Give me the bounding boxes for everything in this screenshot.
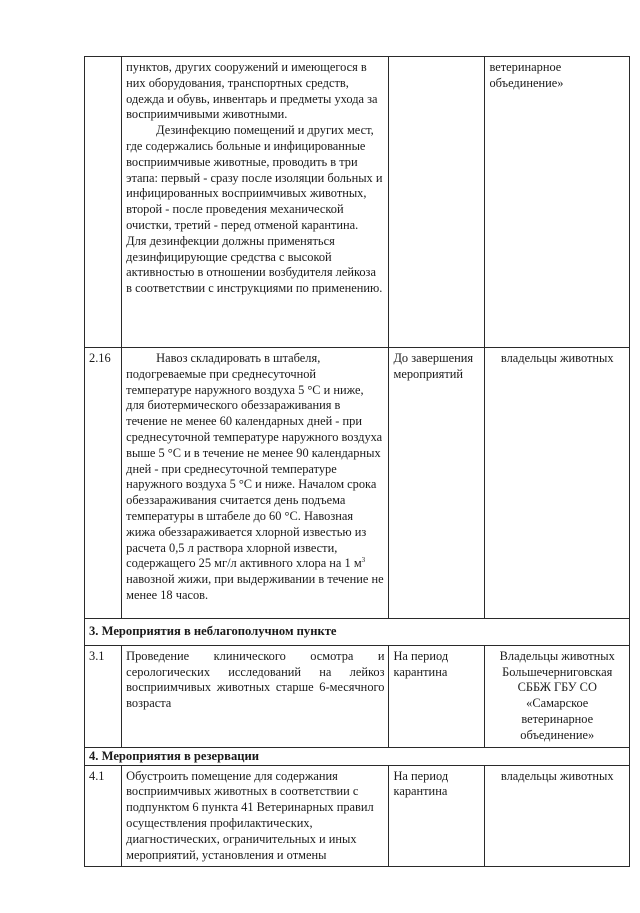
table-row: [85, 57, 630, 348]
row-number: [85, 57, 122, 348]
measure-responsible: владельцы животных: [485, 348, 630, 619]
section-title: 4. Мероприятия в резервации: [85, 747, 630, 765]
measure-description: [122, 348, 389, 619]
row-number: 4.1: [85, 765, 122, 867]
description-text-end: навозной жижи, при выдерживании в течение не менее 18 часов.: [126, 572, 384, 602]
description-paragraph: [126, 351, 384, 604]
measure-responsible: владельцы животных: [485, 765, 630, 867]
measure-responsible: Владельцы животных Большечерниговская СББЖ ГБУ СО «Самарское ветеринарное объединение»: [485, 645, 630, 747]
row-number: 2.16: [85, 348, 122, 619]
superscript-cube: 3: [361, 556, 366, 565]
section-header-row: [85, 747, 630, 765]
measures-table: [84, 56, 630, 867]
measure-term: На период карантина: [389, 765, 485, 867]
description-paragraph: Дезинфекцию помещений и других мест, где содержались больные и инфицированные восприимчивые животные, проводить в три этапа: первый - сразу после изоляции больных и инфицированных восприимчивых животных, второй - после проведения механической очистки, третий - перед отменой карантина.: [126, 123, 383, 232]
measure-term: [389, 57, 485, 348]
measure-description: Обустроить помещение для содержания восприимчивых животных в соответствии с подпунктом 6 пункта 41 Ветеринарных правил осуществления профилактических, диагностических, ограничительных и иных мероприятий, установления и отмены: [122, 765, 389, 867]
description-text: Навоз складировать в штабеля, подогреваемые при среднесуточной температуре наружного воздуха 5 °С и ниже, для биотермического обеззараживания в течение не менее 60 календарных дней - при среднесуточной температуре наружного воздуха выше 5 °С и в течение не менее 90 календарных дней - при среднесуточной температуре наружного воздуха 5 °С и ниже. Началом срока обеззараживания считается день подъема температуры в штабеле до 60 °С. Навозная жижа обеззараживается хлорной известью из расчета 0,5 л раствора хлорной извести, содержащего 25 мг/л активного хлора на 1 м: [126, 351, 383, 571]
table-row: [85, 765, 630, 867]
measure-description: Проведение клинического осмотра и серологических исследований на лейкоз восприимчивых животных старше 6-месячного возраста: [122, 645, 389, 747]
table-row: [85, 645, 630, 747]
description-paragraph: пунктов, других сооружений и имеющегося в них оборудования, транспортных средств, одежда и обувь, инвентарь и предметы ухода за восприимчивыми животными.: [126, 60, 378, 122]
table-row: [85, 348, 630, 619]
description-paragraph: Для дезинфекции должны применяться дезинфицирующие средства с высокой активностью в отношении возбудителя лейкоза в соответствии с инструкциями по применению.: [126, 233, 383, 296]
measure-description: [122, 57, 389, 348]
measure-responsible: ветеринарное объединение»: [485, 57, 630, 348]
row-number: 3.1: [85, 645, 122, 747]
measure-term: До завершения мероприятий: [389, 348, 485, 619]
section-header-row: [85, 619, 630, 646]
measure-term: На период карантина: [389, 645, 485, 747]
section-title: 3. Мероприятия в неблагополучном пункте: [85, 619, 630, 646]
